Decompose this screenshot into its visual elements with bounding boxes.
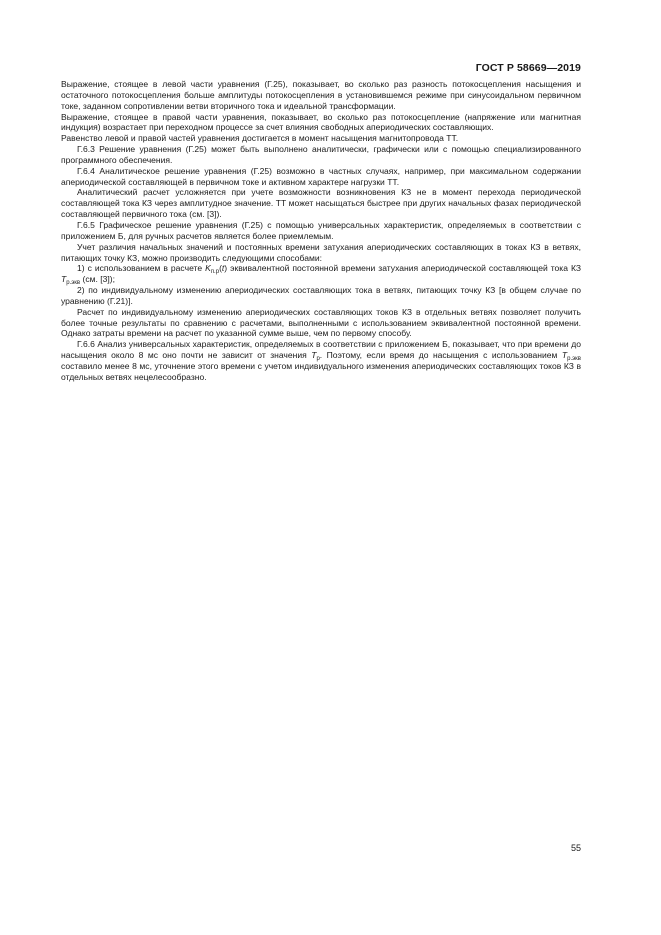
symbol: T	[311, 350, 317, 361]
page-number: 55	[570, 843, 581, 853]
subscript: п.р	[210, 269, 220, 276]
symbol: t	[221, 263, 225, 274]
text-run: составило менее 8 мс, уточнение этого времени с учетом индивидуального изменения апериодических составляющих токов КЗ в отдельных ветвях нецелесообразно.	[61, 360, 581, 382]
paragraph-g66	[61, 339, 581, 382]
text-run: (см. [3]);	[80, 274, 115, 285]
paragraph: Равенство левой и правой частей уравнения достигается в момент насыщения магнитопровода ТТ.	[61, 133, 459, 144]
standard-designation: ГОСТ Р 58669—2019	[475, 62, 581, 74]
subscript: р.экв	[567, 356, 581, 363]
subscript: р.экв	[66, 280, 81, 287]
paragraph: Выражение, стоящее в правой части уравнения, показывает, во сколько раз потокосцепление (напряжение или магнитная индукция) возрастает при переходном процессе за счет влияния свободных апериодических составляющих.	[61, 111, 581, 133]
paragraph-g64: Г.6.4 Аналитическое решение уравнения (Г.25) возможно в частных случаях, например, при максимальном содержании апериодической составляющей в первичном токе и активном характере нагрузки ТТ.	[61, 165, 581, 187]
paragraph: Расчет по индивидуальному изменению апериодических составляющих токов КЗ в отдельных ветвях позволяет получить более точные результаты по сравнению с расчетами, выполненными с использованием эквивалентной постоянной времени. Однако затраты времени на расчет по указанной сумме выше, чем по первому способу.	[61, 306, 581, 339]
paragraph-g65: Г.6.5 Графическое решение уравнения (Г.25) с помощью универсальных характеристик, определяемых в соответствии с приложением Б, для ручных расчетов является более приемлемым.	[61, 219, 581, 241]
symbol: K	[205, 263, 211, 274]
text-run: 1) с использованием в расчете	[77, 263, 206, 274]
subscript: р	[316, 356, 320, 363]
list-item-method-1	[61, 263, 581, 285]
list-item-method-2: 2) по индивидуальному изменению апериодических составляющих тока в ветвях, питающих точку КЗ [в общем случае по уравнению (Г.21)].	[61, 285, 581, 306]
paragraph: Выражение, стоящее в левой части уравнения (Г.25), показывает, во сколько раз разность потокосцепления насыщения и остаточного потокосцепления больше амплитуды потокосцепления в установившемся режиме при синусоидальном первичном токе, заданном сопротивлении ветви вторичного тока и идеальной трансформации.	[61, 79, 581, 111]
document-body	[61, 79, 581, 383]
paragraph: Аналитический расчет усложняется при учете возможности возникновения КЗ не в момент перехода периодической составляющей тока КЗ через амплитудное значение. ТТ может насыщаться быстрее при других начальных фазах периодической составляющей первичного тока (см. [3]).	[61, 187, 581, 220]
text-run: . Поэтому, если время до насыщения с использованием	[319, 350, 562, 361]
paragraph: Учет различия начальных значений и постоянных времени затухания апериодических составляющих в токах КЗ в ветвях, питающих точку КЗ, можно производить следующими способами:	[61, 241, 581, 263]
symbol: T	[561, 350, 568, 361]
symbol: T	[61, 274, 67, 285]
text-run: ) эквивалентной постоянной времени затухания апериодической составляющей тока КЗ	[224, 263, 581, 274]
text-run: (	[219, 263, 222, 274]
paragraph-g63: Г.6.3 Решение уравнения (Г.25) может быть выполнено аналитически, графически или с помощью специализированного программного обеспечения.	[61, 144, 581, 165]
text-run: Г.6.6 Анализ универсальных характеристик, определяемых в соответствии с приложением Б, показывает, что при времени до насыщения около 8 мс оно почти не зависит от значения	[61, 339, 581, 361]
